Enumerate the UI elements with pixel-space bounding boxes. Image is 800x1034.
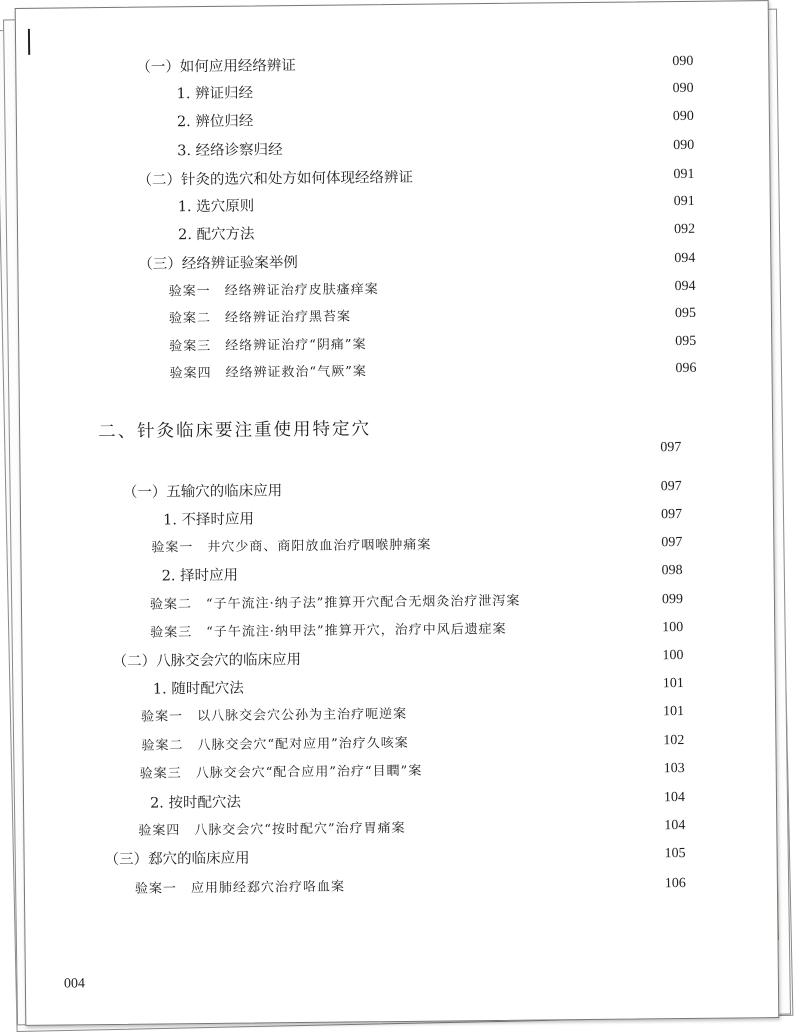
toc-entry-title: 1. 辨证归经 (176, 85, 254, 103)
toc-entry-page: 100 (662, 648, 684, 664)
toc-entry-page: 101 (662, 676, 684, 692)
toc-entry-page: 101 (663, 704, 685, 720)
toc-entry-title: 验案四 经络辨证救治“气厥”案 (169, 364, 367, 382)
toc-page (15, 0, 780, 1026)
toc-entry-title: 验案一 以八脉交会穴公孙为主治疗呃逆案 (141, 706, 408, 725)
toc-entry-title: （一）如何应用经络辨证 (136, 58, 296, 76)
toc-entry-title: （三）郄穴的临床应用 (104, 850, 250, 869)
toc-entry-title: （二）八脉交会穴的临床应用 (112, 652, 302, 670)
toc-entry-title: 验案一 经络辨证治疗皮肤瘙痒案 (168, 282, 379, 300)
toc-entry-page: 090 (672, 53, 694, 70)
toc-entry-title: 2. 辨位归经 (176, 113, 254, 131)
toc-entry-page: 094 (674, 250, 696, 267)
toc-entry-page: 091 (673, 193, 695, 210)
toc-entry (25, 869, 777, 905)
toc-entry-page: 096 (675, 360, 697, 377)
toc-entry-page: 091 (673, 166, 695, 183)
toc-entry-title: 1. 随时配穴法 (152, 680, 244, 698)
toc-entry-page: 090 (672, 108, 694, 125)
toc-entry-page: 090 (672, 80, 694, 97)
toc-entry-page: 094 (674, 278, 696, 295)
toc-entry-page: 097 (660, 479, 682, 495)
toc-entry-page: 097 (660, 440, 682, 456)
toc-entry-title: （三）经络辨证验案举例 (138, 255, 298, 273)
toc-entry-page: 090 (673, 137, 695, 154)
toc-entry-page: 095 (674, 305, 697, 322)
toc-entry-page: 095 (675, 333, 697, 350)
toc-list (16, 1, 768, 897)
page-number: 004 (63, 976, 85, 992)
toc-entry-title: 验案二 八脉交会穴“配对应用”治疗久咳案 (141, 735, 409, 754)
toc-entry-title: 验案三 八脉交会穴“配合应用”治疗“目瞤”案 (139, 763, 423, 782)
toc-entry-title: 1. 不择时应用 (162, 511, 255, 529)
toc-entry-title: 验案一 井穴少商、商阳放血治疗咽喉肿痛案 (151, 537, 432, 556)
toc-entry-page: 105 (664, 845, 686, 862)
toc-entry-page: 102 (663, 733, 685, 749)
toc-entry-page: 104 (664, 817, 686, 834)
toc-entry-page: 097 (661, 535, 683, 551)
toc-entry-page: 099 (661, 592, 684, 608)
toc-entry-title: 验案四 八脉交会穴“按时配穴”治疗胃痛案 (138, 820, 406, 839)
toc-entry-title: 验案二 经络辨证治疗黑苔案 (168, 309, 352, 327)
toc-entry-page: 106 (664, 875, 686, 892)
toc-entry-title: 3. 经络诊察归经 (177, 142, 283, 160)
toc-entry-title: 验案二 “子午流注·纳子法”推算开穴配合无烟灸治疗泄泻案 (149, 593, 521, 613)
toc-entry-page: 092 (673, 221, 696, 238)
toc-entry-title: 验案三 “子午流注·纳甲法”推算开穴，治疗中风后遗症案 (150, 621, 507, 641)
margin-mark (28, 29, 30, 55)
toc-entry-page: 098 (661, 563, 683, 579)
toc-entry-title: （二）针灸的选穴和处方如何体现经络辨证 (137, 169, 414, 189)
toc-entry-page: 104 (663, 790, 686, 806)
toc-entry-title: 验案一 应用肺经郄穴治疗咯血案 (134, 879, 346, 897)
toc-entry (20, 411, 772, 456)
toc-entry-title: 二、针灸临床要注重使用特定穴 (98, 419, 372, 443)
toc-entry-title: 2. 配穴方法 (177, 226, 255, 244)
toc-entry-title: 1. 选穴原则 (177, 198, 255, 216)
toc-entry-title: （一）五输穴的临床应用 (122, 483, 283, 501)
toc-entry-title: 2. 择时应用 (161, 567, 239, 585)
toc-entry-page: 103 (663, 761, 685, 777)
toc-entry-page: 097 (660, 507, 683, 523)
toc-entry-title: 2. 按时配穴法 (149, 794, 242, 812)
toc-entry-page: 100 (662, 620, 684, 636)
toc-entry-title: 验案三 经络辨证治疗“阴痛”案 (169, 337, 367, 355)
